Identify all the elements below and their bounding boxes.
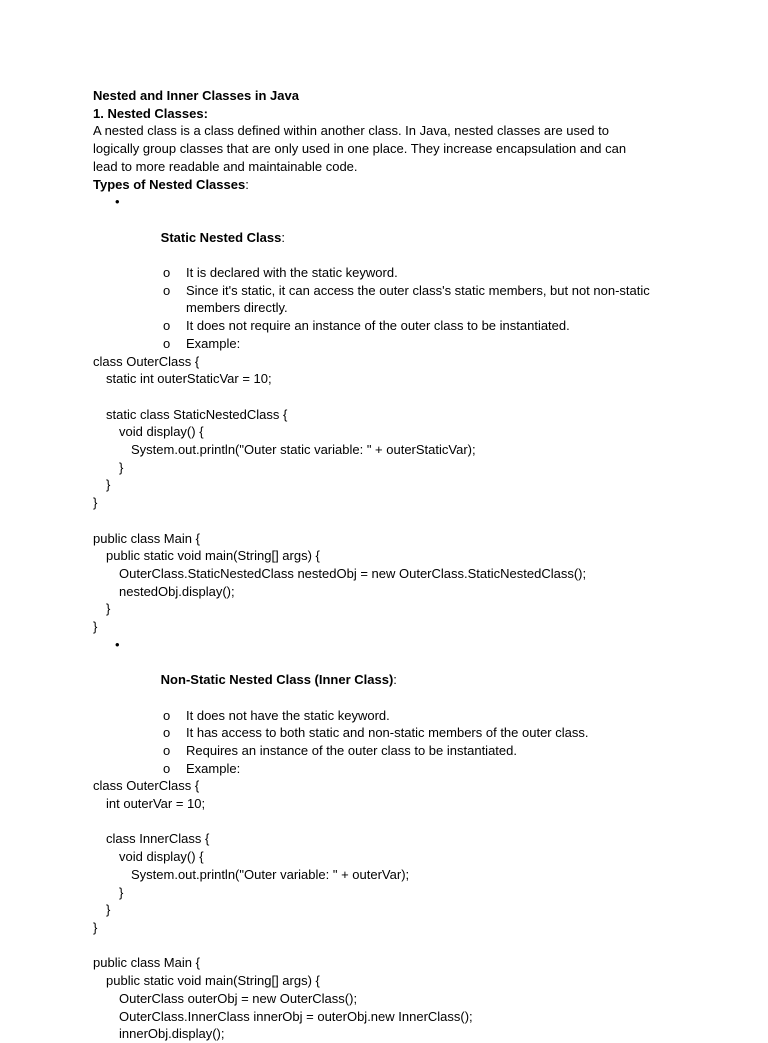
sub-point [93, 707, 653, 725]
sub-point [93, 282, 653, 317]
bullet-marker: • [115, 636, 120, 652]
code-line: class OuterClass { [93, 353, 200, 369]
sub-point [93, 742, 653, 760]
document-body [93, 87, 653, 1043]
code-line: public class Main { [93, 530, 200, 546]
code-line: OuterClass outerObj = new OuterClass(); [119, 990, 358, 1006]
bullet-static-nested [93, 193, 653, 264]
sub-point [93, 335, 653, 353]
sub-point [93, 264, 653, 282]
code-line: } [119, 884, 124, 900]
code-blank-line [93, 813, 653, 831]
code-line: public static void main(String[] args) { [106, 548, 320, 564]
code-line: System.out.println("Outer static variable: " + outerStaticVar); [131, 442, 476, 458]
sub-marker: o [163, 707, 171, 723]
bullet-marker: • [115, 194, 120, 210]
code-line: void display() { [119, 424, 204, 440]
code-line: } [106, 902, 111, 918]
code-line: System.out.println("Outer variable: " + outerVar); [131, 866, 410, 882]
code-line: } [106, 477, 111, 493]
sub-point-text: Since it's static, it can access the outer class's static members, but not non-static members directly. [186, 282, 650, 316]
code-line: OuterClass.StaticNestedClass nestedObj = new OuterClass.StaticNestedClass(); [119, 565, 587, 581]
sub-point-text: It has access to both static and non-static members of the outer class. [186, 725, 589, 741]
code-line: class InnerClass { [106, 831, 210, 847]
sub-marker: o [163, 742, 171, 758]
code-line: void display() { [119, 849, 204, 865]
code-line: OuterClass.InnerClass innerObj = outerObj.new InnerClass(); [119, 1008, 473, 1024]
code-line: public static void main(String[] args) { [106, 973, 320, 989]
code-line: } [93, 495, 98, 511]
code-line: } [93, 920, 98, 935]
sub-point [93, 317, 653, 335]
code-line: nestedObj.display(); [119, 583, 235, 599]
sub-marker: o [163, 282, 171, 298]
sub-point-text: Example: [186, 335, 241, 351]
code-line: } [93, 619, 98, 635]
sub-point [93, 760, 653, 778]
code-line: static class StaticNestedClass { [106, 406, 288, 422]
bullet-heading: Non-Static Nested Class (Inner Class) [160, 672, 394, 688]
bullet-heading: Static Nested Class [160, 229, 282, 245]
section-heading: 1. Nested Classes: [93, 105, 208, 121]
code-line: } [119, 459, 124, 475]
sub-point [93, 724, 653, 742]
sub-marker: o [163, 318, 171, 334]
code-block-inner [93, 777, 653, 1043]
types-heading-label: Types of Nested Classes [93, 176, 246, 192]
types-heading [93, 176, 653, 194]
bullet-heading-colon: : [281, 229, 285, 245]
sub-marker: o [163, 335, 171, 351]
types-heading-colon: : [245, 176, 249, 192]
code-blank-line [93, 512, 653, 530]
code-line: int outerVar = 10; [106, 796, 206, 812]
code-line: } [106, 601, 111, 617]
bullet-inner-class [93, 636, 653, 707]
sub-point-text: Requires an instance of the outer class to be instantiated. [186, 742, 517, 758]
sub-point-text: It does not require an instance of the outer class to be instantiated. [186, 318, 570, 334]
sub-marker: o [163, 760, 171, 776]
code-block-static [93, 353, 653, 636]
code-line: class OuterClass { [93, 778, 200, 794]
document-title: Nested and Inner Classes in Java [93, 88, 299, 103]
sub-point-text: Example: [186, 760, 241, 776]
sub-marker: o [163, 265, 171, 281]
bullet-heading-colon: : [393, 672, 397, 688]
code-line: innerObj.display(); [119, 1026, 225, 1042]
code-line: static int outerStaticVar = 10; [106, 371, 272, 387]
code-line: public class Main { [93, 955, 200, 971]
intro-paragraph: A nested class is a class defined within another class. In Java, nested classes are used to logically group classes that are only used in one place. They increase encapsulation and can lead to more readable and maintainable code. [93, 123, 627, 174]
sub-marker: o [163, 725, 171, 741]
code-blank-line [93, 388, 653, 406]
sub-point-text: It does not have the static keyword. [186, 707, 390, 723]
code-blank-line [93, 937, 653, 955]
sub-point-text: It is declared with the static keyword. [186, 265, 398, 281]
